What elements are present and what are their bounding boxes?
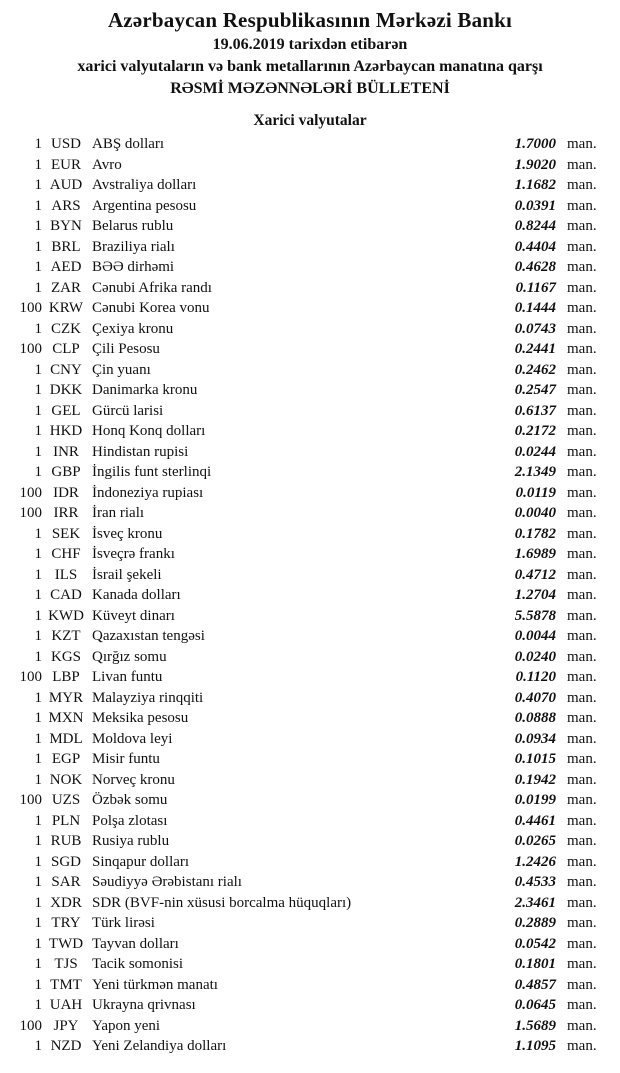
currency-name: İran rialı — [92, 505, 145, 521]
currency-name: Cənubi Afrika randı — [92, 279, 212, 296]
currency-quantity: 100 — [19, 341, 42, 357]
currency-quantity: 1 — [34, 525, 42, 542]
currency-quantity: 1 — [34, 997, 42, 1013]
currency-quantity: 1 — [34, 464, 42, 480]
currency-unit: man. — [567, 587, 597, 603]
currency-code: KZT — [51, 628, 81, 644]
currency-name: İsrail şekeli — [92, 566, 162, 583]
table-row — [0, 216, 608, 237]
currency-name: Hindistan rupisi — [92, 443, 189, 460]
currency-rate: 0.4857 — [514, 976, 556, 993]
currency-code: MDL — [49, 730, 83, 747]
currency-name: BƏƏ dirhəmi — [92, 259, 175, 275]
table-row — [0, 442, 608, 463]
currency-unit: man. — [567, 1017, 597, 1034]
currency-name: Belarus rublu — [92, 218, 174, 234]
currency-unit: man. — [567, 956, 597, 972]
currency-rate: 0.2547 — [514, 382, 556, 398]
currency-quantity: 1 — [34, 546, 42, 562]
currency-quantity: 1 — [34, 279, 42, 296]
currency-unit: man. — [567, 997, 597, 1013]
currency-name: Türk lirəsi — [92, 915, 155, 931]
currency-name: Qazaxıstan tengəsi — [92, 628, 205, 644]
table-row — [0, 278, 608, 299]
currency-name: Çili Pesosu — [92, 341, 160, 357]
currency-rate: 0.0119 — [515, 484, 556, 501]
table-row — [0, 872, 608, 893]
currency-unit: man. — [567, 874, 597, 890]
currency-code: XDR — [50, 894, 82, 911]
currency-unit: man. — [567, 156, 597, 173]
currency-unit: man. — [567, 279, 597, 296]
currency-quantity: 1 — [34, 751, 42, 767]
currency-name: Meksika pesosu — [92, 710, 189, 726]
table-row — [0, 749, 608, 770]
currency-unit: man. — [567, 812, 597, 829]
currency-code: SEK — [51, 525, 81, 542]
currency-unit: man. — [567, 771, 597, 788]
currency-name: Rusiya rublu — [92, 833, 170, 849]
currency-unit: man. — [567, 443, 597, 460]
currency-unit: man. — [567, 505, 597, 521]
currency-quantity: 1 — [34, 853, 42, 870]
currency-name: Gürcü larisi — [92, 402, 164, 419]
table-row — [0, 524, 608, 545]
currency-quantity: 1 — [34, 915, 42, 931]
currency-rate: 1.2426 — [514, 853, 556, 870]
currency-unit: man. — [567, 792, 597, 808]
currency-code: KWD — [48, 607, 84, 624]
exchange-rate-table — [0, 134, 620, 1057]
currency-code: INR — [53, 443, 79, 460]
table-row — [0, 319, 608, 340]
currency-code: AED — [50, 259, 82, 275]
currency-unit: man. — [567, 689, 597, 706]
currency-name: Moldova leyi — [92, 730, 173, 747]
table-row — [0, 155, 608, 176]
currency-name: Braziliya rialı — [92, 238, 175, 255]
currency-code: TRY — [51, 915, 81, 931]
currency-quantity: 1 — [34, 238, 42, 255]
currency-quantity: 1 — [34, 361, 42, 378]
currency-name: Misir funtu — [92, 751, 160, 767]
currency-quantity: 1 — [34, 771, 42, 788]
table-row — [0, 421, 608, 442]
currency-name: Ukrayna qrivnası — [92, 997, 196, 1013]
currency-code: CZK — [51, 320, 81, 337]
currency-unit: man. — [567, 423, 597, 439]
currency-unit: man. — [567, 402, 597, 419]
currency-code: CAD — [50, 587, 82, 603]
currency-unit: man. — [567, 361, 597, 378]
currency-name: Tayvan dolları — [92, 935, 179, 952]
currency-name: Qırğız somu — [92, 648, 167, 665]
table-row — [0, 893, 608, 914]
currency-unit: man. — [567, 197, 597, 214]
currency-name: Polşa zlotası — [92, 812, 168, 829]
currency-rate: 0.4712 — [514, 566, 556, 583]
currency-quantity: 1 — [34, 320, 42, 337]
currency-unit: man. — [567, 833, 597, 849]
currency-quantity: 1 — [34, 976, 42, 993]
table-row — [0, 585, 608, 606]
currency-code: CLP — [52, 341, 80, 357]
currency-rate: 1.1095 — [514, 1038, 556, 1054]
table-row — [0, 237, 608, 258]
currency-name: SDR (BVF-nin xüsusi borcalma hüquqları) — [92, 894, 352, 911]
currency-name: Səudiyyə Ərəbistanı rialı — [92, 874, 242, 890]
currency-name: Norveç kronu — [92, 771, 175, 788]
currency-quantity: 1 — [34, 443, 42, 460]
currency-rate: 5.5878 — [514, 607, 556, 624]
table-row — [0, 298, 608, 319]
currency-rate: 0.4628 — [514, 259, 556, 275]
currency-rate: 0.4461 — [514, 812, 556, 829]
currency-code: AUD — [49, 177, 83, 193]
currency-unit: man. — [567, 464, 597, 480]
currency-code: CHF — [51, 546, 81, 562]
currency-code: EUR — [51, 156, 81, 173]
currency-code: NOK — [49, 771, 83, 788]
effective-date-line: 19.06.2019 tarixdən etibarən — [212, 36, 408, 53]
currency-unit: man. — [567, 259, 597, 275]
table-row — [0, 647, 608, 668]
table-row — [0, 134, 608, 155]
currency-unit: man. — [567, 320, 597, 337]
currency-quantity: 1 — [34, 156, 42, 173]
currency-quantity: 100 — [19, 669, 42, 685]
currency-code: JPY — [53, 1017, 79, 1034]
currency-quantity: 100 — [19, 792, 42, 808]
currency-rate: 1.9020 — [514, 156, 556, 173]
currency-quantity: 1 — [34, 956, 42, 972]
currency-code: TJS — [54, 956, 78, 972]
currency-rate: 0.2889 — [514, 915, 556, 931]
currency-code: DKK — [49, 382, 83, 398]
currency-quantity: 1 — [34, 136, 42, 152]
currency-rate: 0.1167 — [515, 279, 556, 296]
table-row — [0, 790, 608, 811]
currency-unit: man. — [567, 546, 597, 562]
currency-rate: 0.1942 — [514, 771, 556, 788]
currency-quantity: 1 — [34, 894, 42, 911]
currency-rate: 0.2441 — [514, 341, 556, 357]
table-row — [0, 606, 608, 627]
currency-name: Argentina pesosu — [92, 197, 197, 214]
table-row — [0, 934, 608, 955]
currency-rate: 0.1015 — [514, 751, 556, 767]
currency-quantity: 1 — [34, 648, 42, 665]
currency-rate: 2.1349 — [514, 464, 556, 480]
currency-quantity: 1 — [34, 812, 42, 829]
table-row — [0, 360, 608, 381]
currency-name: Kanada dolları — [92, 587, 181, 603]
bank-title: Azərbaycan Respublikasının Mərkəzi Bankı — [107, 8, 513, 32]
currency-name: İsveçrə frankı — [92, 546, 175, 562]
currency-unit: man. — [567, 935, 597, 952]
currency-unit: man. — [567, 484, 597, 501]
currency-quantity: 1 — [34, 935, 42, 952]
currency-unit: man. — [567, 177, 597, 193]
currency-code: MXN — [48, 710, 84, 726]
table-row — [0, 831, 608, 852]
table-row — [0, 257, 608, 278]
table-row — [0, 811, 608, 832]
table-row — [0, 339, 608, 360]
currency-rate: 0.0244 — [514, 443, 556, 460]
currency-code: KGS — [50, 648, 81, 665]
table-row — [0, 995, 608, 1016]
currency-unit: man. — [567, 976, 597, 993]
currency-quantity: 1 — [34, 1038, 42, 1054]
section-title-foreign-currencies: Xarici valyutalar — [253, 112, 367, 129]
currency-quantity: 1 — [34, 259, 42, 275]
currency-quantity: 100 — [19, 484, 42, 501]
currency-quantity: 1 — [34, 566, 42, 583]
currency-quantity: 1 — [34, 833, 42, 849]
table-row — [0, 544, 608, 565]
currency-code: MYR — [48, 689, 84, 706]
currency-rate: 0.0542 — [514, 935, 556, 952]
currency-code: RUB — [50, 833, 82, 849]
currency-unit: man. — [567, 382, 597, 398]
currency-rate: 0.0743 — [514, 320, 556, 337]
currency-rate: 0.0199 — [514, 792, 556, 808]
currency-quantity: 100 — [19, 505, 42, 521]
currency-name: Malayziya rinqqiti — [92, 689, 204, 706]
table-row — [0, 462, 608, 483]
table-row — [0, 401, 608, 422]
currency-code: ILS — [54, 566, 78, 583]
currency-unit: man. — [567, 525, 597, 542]
currency-name: Küveyt dinarı — [92, 607, 175, 624]
currency-unit: man. — [567, 915, 597, 931]
table-row — [0, 565, 608, 586]
currency-rate: 0.8244 — [514, 218, 556, 234]
currency-rate: 2.3461 — [514, 894, 556, 911]
currency-unit: man. — [567, 136, 597, 152]
currency-code: LBP — [52, 669, 80, 685]
currency-code: NZD — [50, 1038, 82, 1054]
currency-name: İndoneziya rupiası — [92, 484, 204, 501]
currency-rate: 1.5689 — [514, 1017, 556, 1034]
currency-rate: 0.2462 — [514, 361, 556, 378]
currency-rate: 0.2172 — [514, 423, 556, 439]
currency-rate: 0.4070 — [514, 689, 556, 706]
currency-unit: man. — [567, 710, 597, 726]
currency-quantity: 1 — [34, 587, 42, 603]
currency-rate: 0.1120 — [515, 669, 556, 685]
currency-rate: 1.2704 — [514, 587, 556, 603]
currency-name: Tacik somonisi — [92, 956, 184, 972]
currency-rate: 0.6137 — [514, 402, 556, 419]
currency-rate: 0.4404 — [514, 238, 556, 255]
table-row — [0, 626, 608, 647]
currency-unit: man. — [567, 238, 597, 255]
currency-name: Çin yuanı — [92, 361, 151, 378]
currency-code: HKD — [49, 423, 83, 439]
currency-code: IDR — [53, 484, 79, 501]
currency-code: USD — [50, 136, 81, 152]
table-row — [0, 729, 608, 750]
currency-unit: man. — [567, 730, 597, 747]
currency-code: GEL — [51, 402, 81, 419]
currency-name: Yapon yeni — [92, 1017, 161, 1034]
currency-rate: 0.1444 — [514, 300, 556, 316]
currency-rate: 0.0044 — [514, 628, 556, 644]
table-row — [0, 954, 608, 975]
currency-name: ABŞ dolları — [92, 136, 165, 152]
currency-quantity: 1 — [34, 710, 42, 726]
currency-name: Danimarka kronu — [92, 382, 198, 398]
currency-quantity: 1 — [34, 402, 42, 419]
currency-code: UZS — [51, 792, 81, 808]
currency-quantity: 1 — [34, 423, 42, 439]
currency-unit: man. — [567, 341, 597, 357]
currency-rate: 0.0888 — [514, 710, 556, 726]
table-row — [0, 1036, 608, 1057]
currency-quantity: 1 — [34, 382, 42, 398]
currency-code: SAR — [51, 874, 81, 890]
currency-quantity: 1 — [34, 874, 42, 890]
currency-rate: 0.0391 — [514, 197, 556, 214]
currency-name: Livan funtu — [92, 669, 163, 685]
subject-line: xarici valyutaların və bank metallarının Azərbaycan manatına qarşı — [77, 58, 543, 75]
currency-quantity: 1 — [34, 218, 42, 234]
table-row — [0, 196, 608, 217]
currency-quantity: 100 — [19, 1017, 42, 1034]
currency-unit: man. — [567, 853, 597, 870]
currency-unit: man. — [567, 751, 597, 767]
currency-code: GBP — [51, 464, 81, 480]
currency-code: ARS — [51, 197, 81, 214]
currency-code: PLN — [51, 812, 81, 829]
currency-unit: man. — [567, 300, 597, 316]
currency-quantity: 1 — [34, 730, 42, 747]
currency-unit: man. — [567, 894, 597, 911]
currency-code: BRL — [51, 238, 81, 255]
currency-code: SGD — [50, 853, 81, 870]
currency-rate: 0.0265 — [514, 833, 556, 849]
currency-code: TWD — [48, 935, 84, 952]
currency-quantity: 1 — [34, 628, 42, 644]
currency-unit: man. — [567, 1038, 597, 1054]
bulletin-title-line: RƏSMİ MƏZƏNNƏLƏRİ BÜLLETENİ — [170, 80, 450, 97]
table-row — [0, 1016, 608, 1037]
currency-quantity: 1 — [34, 177, 42, 193]
currency-rate: 0.0240 — [514, 648, 556, 665]
table-row — [0, 483, 608, 504]
currency-name: Sinqapur dolları — [92, 853, 190, 870]
currency-quantity: 1 — [34, 689, 42, 706]
currency-rate: 1.6989 — [514, 546, 556, 562]
table-row — [0, 667, 608, 688]
currency-unit: man. — [567, 218, 597, 234]
currency-code: BYN — [50, 218, 82, 234]
document-header — [0, 0, 620, 100]
currency-unit: man. — [567, 607, 597, 624]
currency-name: Özbək somu — [92, 792, 168, 808]
currency-name: Yeni türkmən manatı — [92, 976, 218, 993]
currency-rate: 0.1801 — [514, 956, 556, 972]
table-row — [0, 688, 608, 709]
currency-rate: 1.7000 — [514, 136, 556, 152]
table-row — [0, 770, 608, 791]
currency-name: Honq Konq dolları — [92, 423, 206, 439]
currency-quantity: 1 — [34, 607, 42, 624]
currency-code: UAH — [49, 997, 83, 1013]
currency-unit: man. — [567, 648, 597, 665]
currency-code: TMT — [50, 976, 82, 993]
currency-rate: 0.4533 — [514, 874, 556, 890]
currency-name: Avstraliya dolları — [92, 177, 197, 193]
currency-unit: man. — [567, 566, 597, 583]
table-row — [0, 975, 608, 996]
currency-name: Yeni Zelandiya dolları — [92, 1038, 227, 1054]
table-row — [0, 503, 608, 524]
currency-rate: 0.0934 — [514, 730, 556, 747]
table-row — [0, 708, 608, 729]
currency-code: ZAR — [51, 279, 81, 296]
table-row — [0, 175, 608, 196]
currency-code: EGP — [51, 751, 81, 767]
currency-rate: 0.0645 — [514, 997, 556, 1013]
currency-name: Avro — [92, 156, 122, 173]
currency-quantity: 1 — [34, 197, 42, 214]
currency-rate: 0.0040 — [514, 505, 556, 521]
currency-code: KRW — [48, 300, 84, 316]
currency-rate: 0.1782 — [514, 525, 556, 542]
currency-unit: man. — [567, 628, 597, 644]
table-row — [0, 852, 608, 873]
currency-code: IRR — [53, 505, 79, 521]
table-row — [0, 380, 608, 401]
currency-name: İngilis funt sterlinqi — [92, 464, 212, 480]
currency-name: Çexiya kronu — [92, 320, 174, 337]
currency-unit: man. — [567, 669, 597, 685]
currency-name: İsveç kronu — [92, 525, 163, 542]
table-row — [0, 913, 608, 934]
currency-name: Cənubi Korea vonu — [92, 300, 210, 316]
currency-quantity: 100 — [19, 300, 42, 316]
currency-rate: 1.1682 — [514, 177, 556, 193]
currency-code: CNY — [50, 361, 82, 378]
